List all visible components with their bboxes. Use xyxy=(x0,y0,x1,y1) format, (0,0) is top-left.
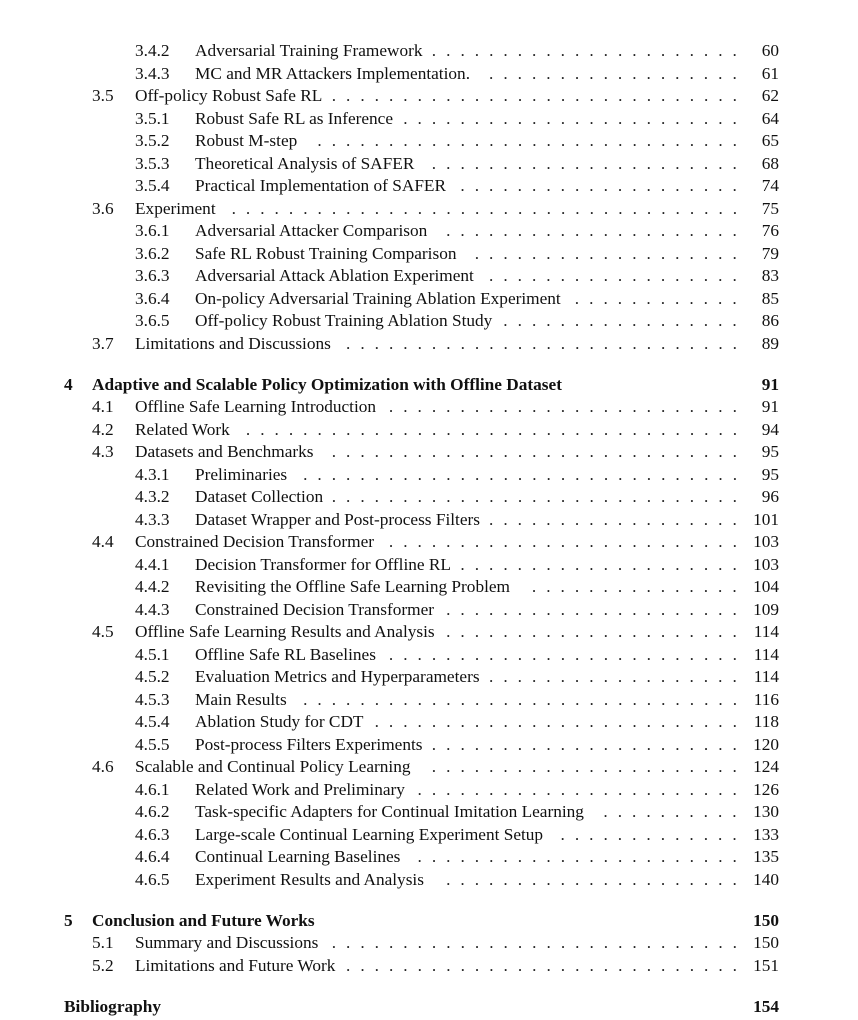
toc-entry-number: 3.7 xyxy=(92,333,114,353)
toc-dot-leader: ....................... xyxy=(417,847,747,866)
toc-entry-title: Adversarial Training Framework xyxy=(195,41,423,60)
toc-entry-number: 4.5.5 xyxy=(135,734,170,754)
toc-entry-number: 3.4.2 xyxy=(135,41,170,60)
toc-section-entry[interactable] xyxy=(0,734,858,756)
toc-dot-leader: ............. xyxy=(560,824,747,844)
toc-entry-page-number: 109 xyxy=(753,599,779,619)
toc-entry-number: 3.6 xyxy=(92,198,114,218)
toc-entry-page-number: 76 xyxy=(761,221,779,240)
toc-entry-page-number: 62 xyxy=(761,86,779,105)
toc-entry-page-number: 116 xyxy=(753,689,779,709)
toc-chapter-entry[interactable] xyxy=(0,374,858,396)
toc-entry-title: Experiment Results and Analysis xyxy=(195,869,424,889)
toc-section-entry[interactable] xyxy=(0,869,858,891)
toc-entry-title: Preliminaries xyxy=(195,464,288,484)
toc-dot-leader: .................................... xyxy=(231,198,748,218)
toc-entry-page-number: 126 xyxy=(753,779,779,799)
toc-entry-title: Related Work and Preliminary xyxy=(195,779,405,799)
toc-entry-page-number: 65 xyxy=(761,131,779,150)
toc-section-entry[interactable] xyxy=(0,153,858,175)
toc-section-entry[interactable] xyxy=(0,310,858,332)
toc-entry-number: 3.6.1 xyxy=(135,221,170,240)
toc-entry-title: Main Results xyxy=(195,689,287,709)
toc-entry-title: Off-policy Robust Training Ablation Study xyxy=(195,311,493,330)
toc-section-entry[interactable] xyxy=(0,509,858,531)
toc-entry-page-number: 94 xyxy=(761,419,779,439)
toc-section-entry[interactable] xyxy=(0,779,858,801)
toc-entry-number: 4.4.1 xyxy=(135,554,170,574)
toc-entry-number: 5.1 xyxy=(92,933,114,952)
toc-section-entry[interactable] xyxy=(0,486,858,508)
toc-dot-leader: ........................ xyxy=(403,108,747,128)
toc-entry-number: 3.5.1 xyxy=(135,108,170,128)
toc-section-entry[interactable] xyxy=(0,441,858,463)
toc-entry-title: Continual Learning Baselines xyxy=(195,847,401,866)
toc-section-entry[interactable] xyxy=(0,243,858,265)
toc-entry-page-number: 114 xyxy=(753,667,779,686)
toc-dot-leader: ...................... xyxy=(431,41,747,60)
toc-dot-leader: .................. xyxy=(489,509,747,529)
toc-section-entry[interactable] xyxy=(0,599,858,621)
toc-entry-page-number: 89 xyxy=(761,333,779,353)
toc-entry-title: Constrained Decision Transformer xyxy=(195,599,435,619)
toc-dot-leader: .................. xyxy=(489,667,747,686)
toc-dot-leader: ...................... xyxy=(431,734,747,754)
toc-entry-title: Theoretical Analysis of SAFER xyxy=(195,153,415,173)
toc-entry-page-number: 151 xyxy=(753,955,779,975)
toc-section-entry[interactable] xyxy=(0,333,858,355)
toc-entry-title: Offline Safe Learning Introduction xyxy=(135,397,377,416)
toc-section-entry[interactable] xyxy=(0,175,858,197)
toc-entry-page-number: 95 xyxy=(761,442,779,461)
toc-entry-number: 3.5.3 xyxy=(135,153,170,173)
toc-entry-page-number: 104 xyxy=(753,577,779,596)
toc-entry-title: Safe RL Robust Training Comparison xyxy=(195,243,457,263)
toc-entry-title: Offline Safe RL Baselines xyxy=(195,644,376,664)
toc-entry-number: 4.3 xyxy=(92,442,114,461)
toc-section-entry[interactable] xyxy=(0,464,858,486)
toc-entry-title: Dataset Collection xyxy=(195,487,324,506)
toc-dot-leader: ..................... xyxy=(446,599,747,619)
toc-dot-leader: ......................... xyxy=(388,532,747,551)
toc-entry-title: Experiment xyxy=(135,198,216,218)
toc-section-entry[interactable] xyxy=(0,932,858,954)
toc-entry-number: 3.6.3 xyxy=(135,266,170,285)
toc-entry-title: Constrained Decision Transformer xyxy=(135,532,375,551)
toc-entry-page-number: 85 xyxy=(761,288,779,308)
toc-entry-number: 4.4 xyxy=(92,532,114,551)
toc-section-entry[interactable] xyxy=(0,85,858,107)
toc-dot-leader: ....................... xyxy=(417,779,747,799)
toc-dot-leader: ..................... xyxy=(446,221,747,240)
toc-entry-number: 4.2 xyxy=(92,419,114,439)
toc-entry-number: 4.6.5 xyxy=(135,869,170,889)
toc-dot-leader: .......................... xyxy=(374,712,747,731)
toc-entry-page-number: 150 xyxy=(753,933,779,952)
toc-entry-number: 5 xyxy=(64,910,73,930)
toc-entry-page-number: 68 xyxy=(761,153,779,173)
toc-entry-number: 4.5.3 xyxy=(135,689,170,709)
toc-dot-leader: ...................... xyxy=(431,757,747,776)
toc-dot-leader: ............................... xyxy=(303,464,748,484)
toc-section-entry[interactable] xyxy=(0,666,858,688)
toc-entry-number: 4.4.3 xyxy=(135,599,170,619)
toc-entry-page-number: 135 xyxy=(753,847,779,866)
toc-dot-leader: ............................. xyxy=(331,86,747,105)
toc-entry-title: Bibliography xyxy=(64,996,161,1016)
toc-entry-number: 3.5.4 xyxy=(135,176,170,195)
toc-entry-title: On-policy Adversarial Training Ablation Experiment xyxy=(195,288,561,308)
toc-entry-number: 4 xyxy=(64,374,73,394)
toc-entry-number: 4.3.2 xyxy=(135,487,170,506)
toc-section-entry[interactable] xyxy=(0,644,858,666)
toc-entry-title: Offline Safe Learning Results and Analysis xyxy=(135,622,435,641)
toc-dot-leader: ............................ xyxy=(346,955,747,975)
toc-dot-leader: ................................... xyxy=(245,419,748,439)
toc-entry-page-number: 103 xyxy=(753,532,779,551)
toc-entry-page-number: 91 xyxy=(761,397,779,416)
toc-chapter-entry[interactable] xyxy=(0,996,858,1018)
toc-dot-leader: .................... xyxy=(460,176,747,195)
toc-dot-leader: ............................. xyxy=(331,487,747,506)
toc-entry-title: Adaptive and Scalable Policy Optimization with Offline Dataset xyxy=(92,374,562,394)
toc-dot-leader: ................. xyxy=(503,311,747,330)
toc-entry-number: 5.2 xyxy=(92,955,114,975)
toc-entry-page-number: 91 xyxy=(761,374,779,394)
toc-entry-title: Robust M-step xyxy=(195,131,298,150)
toc-entry-number: 4.5.2 xyxy=(135,667,170,686)
toc-entry-title: Datasets and Benchmarks xyxy=(135,442,314,461)
toc-entry-title: Task-specific Adapters for Continual Imitation Learning xyxy=(195,802,584,821)
toc-entry-title: Decision Transformer for Offline RL xyxy=(195,554,451,574)
toc-entry-number: 4.3.3 xyxy=(135,509,170,529)
toc-entry-page-number: 118 xyxy=(753,712,779,731)
toc-entry-number: 4.1 xyxy=(92,397,114,416)
toc-section-entry[interactable] xyxy=(0,108,858,130)
toc-entry-page-number: 83 xyxy=(761,266,779,285)
toc-section-entry[interactable] xyxy=(0,198,858,220)
toc-entry-title: Adversarial Attacker Comparison xyxy=(195,221,428,240)
toc-section-entry[interactable] xyxy=(0,419,858,441)
toc-entry-page-number: 140 xyxy=(753,869,779,889)
toc-entry-page-number: 96 xyxy=(761,487,779,506)
toc-entry-number: 4.6.2 xyxy=(135,802,170,821)
toc-entry-title: Related Work xyxy=(135,419,230,439)
toc-entry-title: MC and MR Attackers Implementation. xyxy=(195,63,471,83)
toc-entry-number: 3.5.2 xyxy=(135,131,170,150)
toc-dot-leader: .................. xyxy=(489,266,747,285)
toc-dot-leader: ...................... xyxy=(431,153,747,173)
toc-dot-leader: ......................... xyxy=(388,644,747,664)
toc-section-entry[interactable] xyxy=(0,531,858,553)
toc-entry-number: 4.6.4 xyxy=(135,847,170,866)
toc-entry-number: 4.6 xyxy=(92,757,114,776)
toc-section-entry[interactable] xyxy=(0,576,858,598)
toc-entry-title: Conclusion and Future Works xyxy=(92,910,315,930)
toc-entry-title: Evaluation Metrics and Hyperparameters xyxy=(195,667,480,686)
toc-entry-title: Post-process Filters Experiments xyxy=(195,734,423,754)
toc-entry-number: 3.6.5 xyxy=(135,311,170,330)
toc-entry-page-number: 101 xyxy=(753,509,779,529)
toc-entry-number: 4.6.3 xyxy=(135,824,170,844)
toc-entry-title: Limitations and Discussions xyxy=(135,333,331,353)
toc-dot-leader: .......... xyxy=(603,802,747,821)
toc-section-entry[interactable] xyxy=(0,554,858,576)
toc-entry-number: 3.6.4 xyxy=(135,288,170,308)
toc-section-entry[interactable] xyxy=(0,824,858,846)
toc-entry-page-number: 103 xyxy=(753,554,779,574)
toc-chapter-entry[interactable] xyxy=(0,910,858,932)
toc-entry-title: Adversarial Attack Ablation Experiment xyxy=(195,266,474,285)
toc-entry-title: Off-policy Robust Safe RL xyxy=(135,86,323,105)
toc-dot-leader: ..................... xyxy=(446,869,747,889)
toc-entry-number: 4.5.1 xyxy=(135,644,170,664)
toc-entry-page-number: 124 xyxy=(753,757,779,776)
toc-entry-page-number: 130 xyxy=(753,802,779,821)
toc-dot-leader: ......................... xyxy=(388,397,747,416)
toc-dot-leader: ............................ xyxy=(346,333,747,353)
toc-entry-title: Dataset Wrapper and Post-process Filters xyxy=(195,509,481,529)
toc-entry-number: 3.5 xyxy=(92,86,114,105)
toc-entry-page-number: 150 xyxy=(753,910,779,930)
toc-dot-leader: .............................. xyxy=(317,131,747,150)
toc-dot-leader: .................. xyxy=(489,63,747,83)
toc-entry-page-number: 114 xyxy=(753,644,779,664)
toc-dot-leader: ............................... xyxy=(303,689,748,709)
toc-dot-leader: ............ xyxy=(574,288,747,308)
toc-entry-page-number: 86 xyxy=(761,311,779,330)
toc-entry-page-number: 64 xyxy=(761,108,779,128)
toc-section-entry[interactable] xyxy=(0,130,858,152)
toc-entry-page-number: 79 xyxy=(761,243,779,263)
toc-entry-title: Robust Safe RL as Inference xyxy=(195,108,394,128)
toc-entry-number: 3.4.3 xyxy=(135,63,170,83)
toc-entry-title: Large-scale Continual Learning Experiment Setup xyxy=(195,824,544,844)
toc-entry-number: 4.5 xyxy=(92,622,114,641)
toc-section-entry[interactable] xyxy=(0,801,858,823)
toc-entry-title: Revisiting the Offline Safe Learning Problem xyxy=(195,577,510,596)
toc-section-entry[interactable] xyxy=(0,955,858,977)
toc-entry-page-number: 74 xyxy=(761,176,779,195)
toc-entry-title: Practical Implementation of SAFER xyxy=(195,176,447,195)
toc-entry-number: 3.6.2 xyxy=(135,243,170,263)
toc-dot-leader: .................... xyxy=(460,554,747,574)
toc-dot-leader: ............................. xyxy=(331,933,747,952)
toc-section-entry[interactable] xyxy=(0,756,858,778)
toc-entry-number: 4.5.4 xyxy=(135,712,170,731)
toc-section-entry[interactable] xyxy=(0,621,858,643)
toc-entry-page-number: 133 xyxy=(753,824,779,844)
toc-dot-leader: ............... xyxy=(531,577,747,596)
toc-entry-number: 4.3.1 xyxy=(135,464,170,484)
toc-entry-title: Ablation Study for CDT xyxy=(195,712,364,731)
toc-entry-page-number: 95 xyxy=(761,464,779,484)
toc-entry-page-number: 114 xyxy=(753,622,779,641)
toc-section-entry[interactable] xyxy=(0,40,858,62)
toc-entry-page-number: 60 xyxy=(761,41,779,60)
toc-entry-page-number: 154 xyxy=(753,996,779,1016)
toc-entry-number: 4.4.2 xyxy=(135,577,170,596)
toc-entry-page-number: 61 xyxy=(761,63,779,83)
toc-entry-number: 4.6.1 xyxy=(135,779,170,799)
toc-dot-leader: ................... xyxy=(474,243,747,263)
toc-section-entry[interactable] xyxy=(0,396,858,418)
toc-section-entry[interactable] xyxy=(0,846,858,868)
toc-section-entry[interactable] xyxy=(0,63,858,85)
toc-dot-leader: ..................... xyxy=(446,622,747,641)
toc-dot-leader: ............................. xyxy=(331,442,747,461)
toc-section-entry[interactable] xyxy=(0,220,858,242)
toc-section-entry[interactable] xyxy=(0,265,858,287)
toc-section-entry[interactable] xyxy=(0,711,858,733)
toc-section-entry[interactable] xyxy=(0,689,858,711)
toc-entry-page-number: 75 xyxy=(761,198,779,218)
toc-entry-title: Scalable and Continual Policy Learning xyxy=(135,757,411,776)
toc-section-entry[interactable] xyxy=(0,288,858,310)
toc-entry-page-number: 120 xyxy=(753,734,779,754)
toc-entry-title: Limitations and Future Work xyxy=(135,955,336,975)
toc-entry-title: Summary and Discussions xyxy=(135,933,319,952)
